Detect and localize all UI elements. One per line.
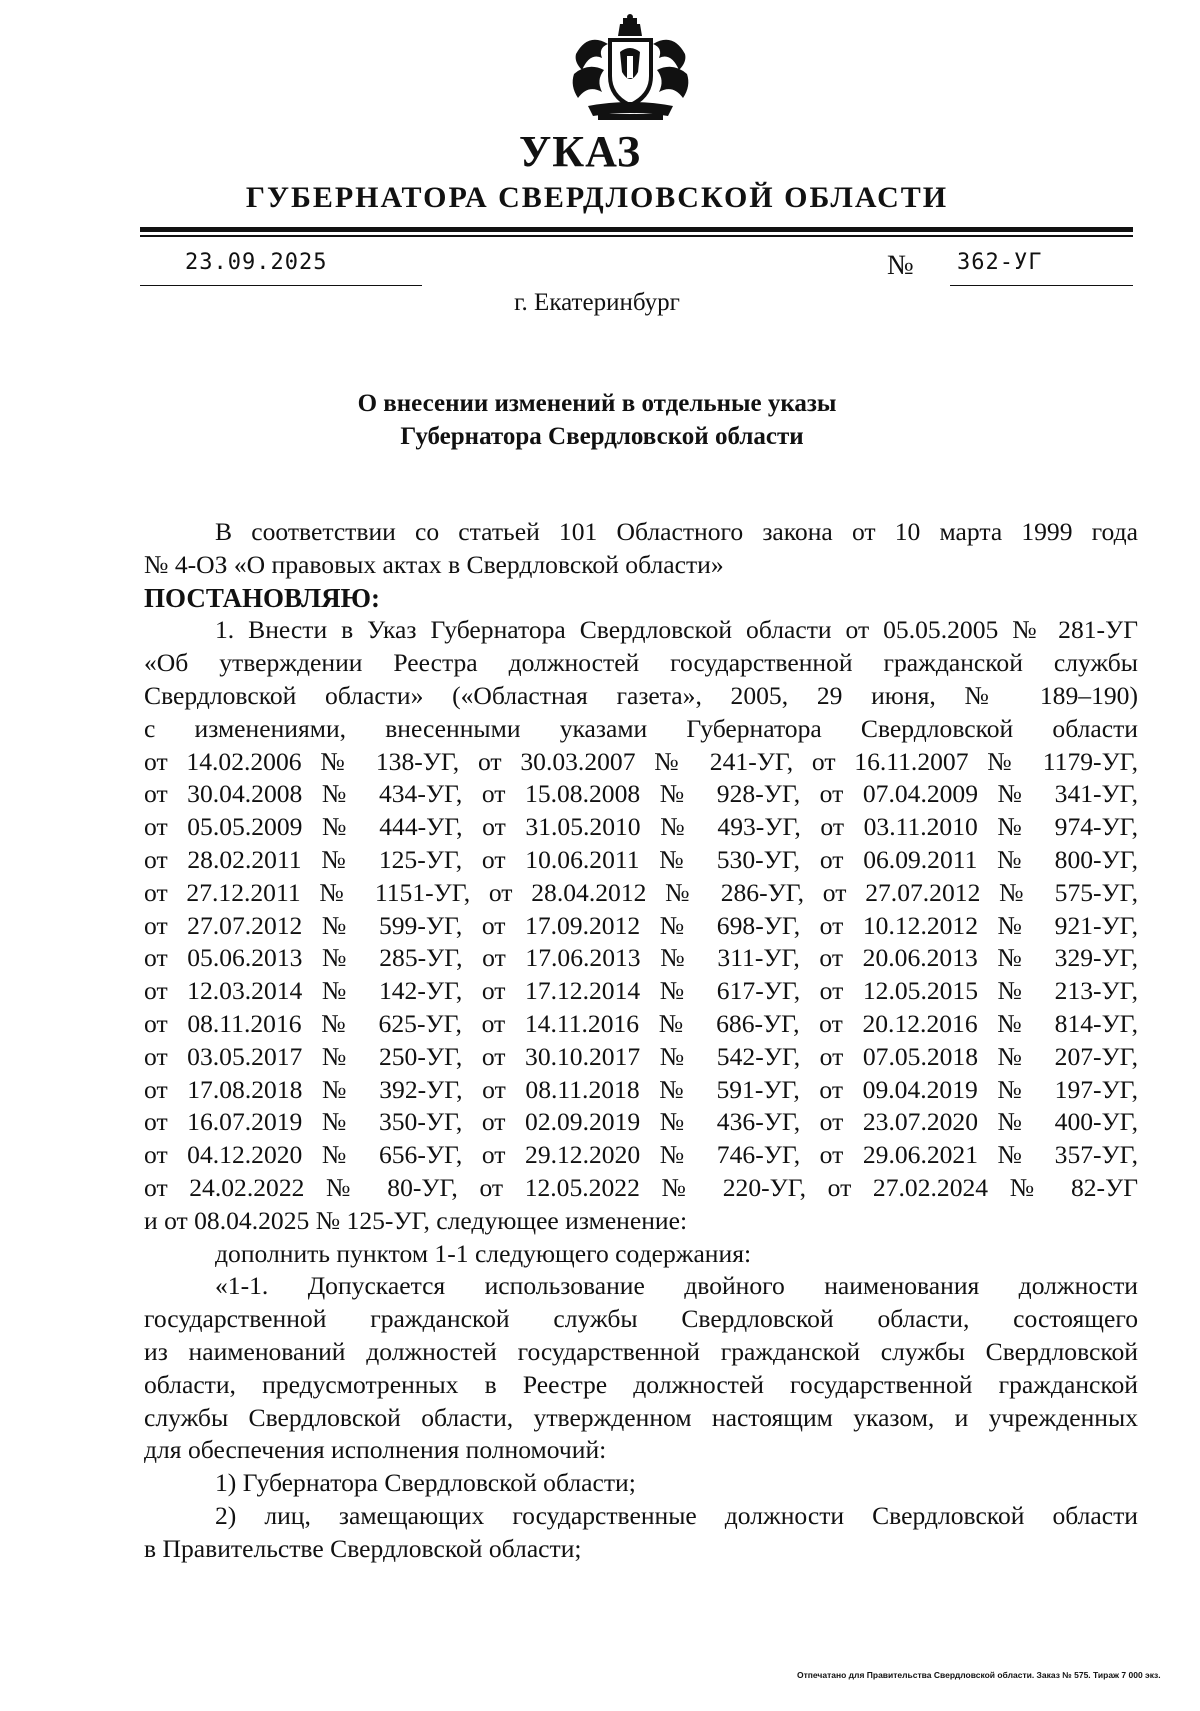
number-underline [950, 285, 1133, 286]
body-line: от 16.07.2019 № 350-УГ, от 02.09.2019 № 436-УГ, от 23.07.2020 № 400-УГ, [144, 1107, 1138, 1137]
body-line: от 28.02.2011 № 125-УГ, от 10.06.2011 № 530-УГ, от 06.09.2011 № 800-УГ, [144, 844, 1138, 874]
body-line: от 04.12.2020 № 656-УГ, от 29.12.2020 № 746-УГ, от 29.06.2021 № 357-УГ, [144, 1140, 1138, 1170]
header-rule-thin [140, 235, 1133, 237]
subject-line-2: Губернатора Свердловской области [400, 423, 804, 450]
document-number: 362-УГ [957, 250, 1043, 275]
body-line: от 27.07.2012 № 599-УГ, от 17.09.2012 № 698-УГ, от 10.12.2012 № 921-УГ, [144, 910, 1138, 940]
body-line: В соответствии со статьей 101 Областного закона от 10 марта 1999 года [215, 517, 1138, 546]
body-line: «Об утверждении Реестра должностей государственной гражданской службы [144, 648, 1138, 678]
body-line: от 14.02.2006 № 138-УГ, от 30.03.2007 № 241-УГ, от 16.11.2007 № 1179-УГ, [144, 746, 1138, 776]
body-line: государственной гражданской службы Свердловской области, состоящего [144, 1304, 1138, 1334]
city-label: г. Екатеринбург [514, 289, 680, 316]
body-line: от 27.12.2011 № 1151-УГ, от 28.04.2012 № 286-УГ, от 27.07.2012 № 575-УГ, [144, 877, 1138, 907]
body-line: от 24.02.2022 № 80-УГ, от 12.05.2022 № 220-УГ, от 27.02.2024 № 82-УГ [144, 1172, 1138, 1202]
body-line: от 12.03.2014 № 142-УГ, от 17.12.2014 № 617-УГ, от 12.05.2015 № 213-УГ, [144, 976, 1138, 1006]
body-line: дополнить пунктом 1-1 следующего содержания: [215, 1238, 752, 1268]
body-line: 1) Губернатора Свердловской области; [215, 1468, 636, 1498]
body-line: от 08.11.2016 № 625-УГ, от 14.11.2016 № 686-УГ, от 20.12.2016 № 814-УГ, [144, 1008, 1138, 1038]
body-line: и от 08.04.2025 № 125-УГ, следующее изменение: [144, 1205, 688, 1235]
body-line: от 05.05.2009 № 444-УГ, от 31.05.2010 № 493-УГ, от 03.11.2010 № 974-УГ, [144, 812, 1138, 842]
body-line: 2) лиц, замещающих государственные должности Свердловской области [215, 1500, 1138, 1530]
document-type-title: УКАЗ [518, 127, 642, 176]
document-body [144, 516, 1138, 1566]
coat-of-arms-icon [568, 14, 693, 122]
date-underline [140, 285, 422, 286]
body-line: от 03.05.2017 № 250-УГ, от 30.10.2017 № 542-УГ, от 07.05.2018 № 207-УГ, [144, 1041, 1138, 1071]
number-label: № [887, 250, 914, 281]
body-line: в Правительстве Свердловской области; [144, 1533, 582, 1563]
header-rule-thick [140, 227, 1133, 232]
subject-line-1: О внесении изменений в отдельные указы [357, 390, 837, 417]
body-line: № 4-ОЗ «О правовых актах в Свердловской области» [144, 549, 724, 579]
decree-keyword: ПОСТАНОВЛЯЮ: [144, 582, 380, 613]
body-line: службы Свердловской области, утвержденном настоящим указом, и учрежденных [144, 1402, 1138, 1432]
body-line: 1. Внести в Указ Губернатора Свердловской области от 05.05.2005 № 281-УГ [215, 615, 1138, 645]
body-line: от 30.04.2008 № 434-УГ, от 15.08.2008 № 928-УГ, от 07.04.2009 № 341-УГ, [144, 779, 1138, 809]
issuer-title: ГУБЕРНАТОРА СВЕРДЛОВСКОЙ ОБЛАСТИ [245, 181, 949, 214]
print-imprint: Отпечатано для Правительства Свердловской области. Заказ № 575. Тираж 7 000 экз. [797, 1670, 1161, 1680]
body-line: области, предусмотренных в Реестре должностей государственной гражданской [144, 1369, 1138, 1399]
body-line: от 17.08.2018 № 392-УГ, от 08.11.2018 № 591-УГ, от 09.04.2019 № 197-УГ, [144, 1074, 1138, 1104]
body-line: Свердловской области» («Областная газета», 2005, 29 июня, № 189–190) [144, 680, 1138, 710]
document-date: 23.09.2025 [185, 250, 328, 275]
body-line: с изменениями, внесенными указами Губернатора Свердловской области [144, 713, 1138, 743]
body-line: от 05.06.2013 № 285-УГ, от 17.06.2013 № 311-УГ, от 20.06.2013 № 329-УГ, [144, 943, 1138, 973]
body-line: «1-1. Допускается использование двойного наименования должности [215, 1271, 1138, 1301]
body-line: для обеспечения исполнения полномочий: [144, 1435, 607, 1465]
body-line: из наименований должностей государственной гражданской службы Свердловской [144, 1336, 1138, 1366]
